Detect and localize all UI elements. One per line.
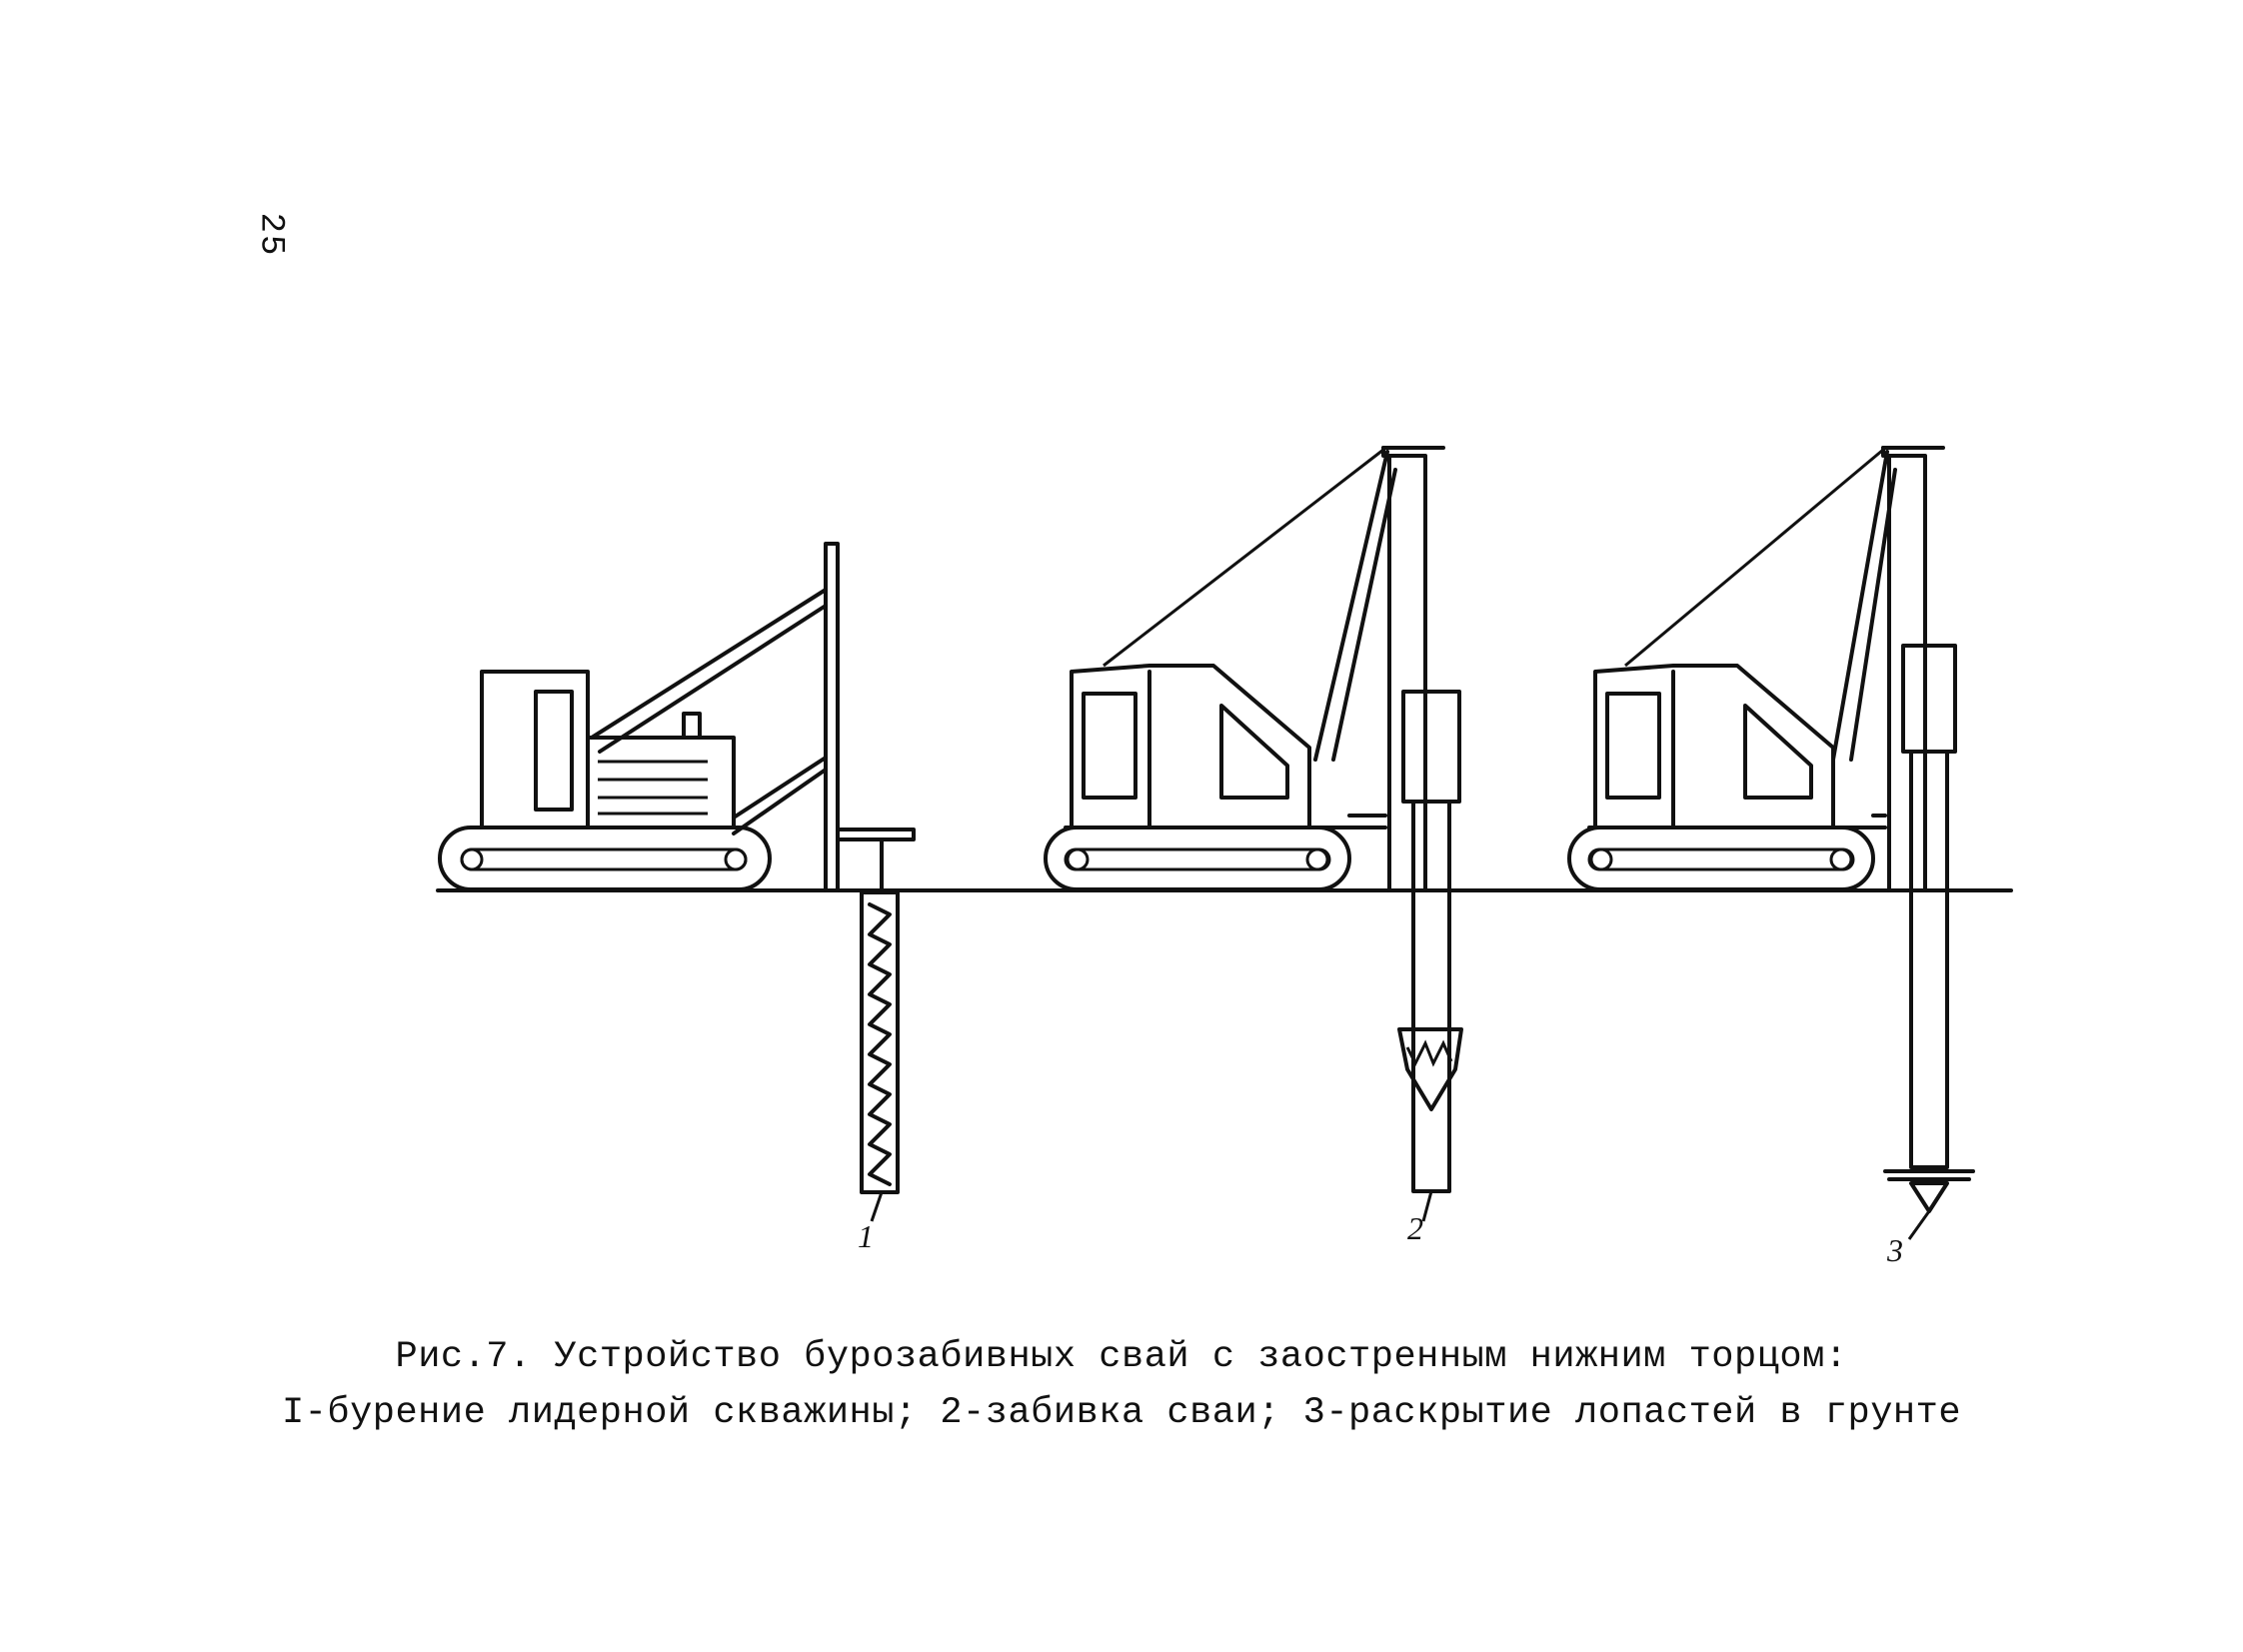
label-1: 1	[858, 1218, 874, 1254]
auger-flight	[870, 904, 890, 1184]
machine-1-wheel-left	[462, 849, 482, 869]
caption-line-2: I-бурение лидерной скважины; 2-забивка сваи; 3-раскрытие лопастей в грунте	[281, 1392, 1962, 1434]
caption-line-1: Рис.7. Устройство бурозабивных свай с заостренным нижним торцом:	[395, 1336, 1848, 1378]
machine-3-pile	[1911, 752, 1947, 1167]
machine-3-window-front	[1607, 694, 1659, 798]
pile-tip-closed	[1399, 1029, 1461, 1109]
machine-2-window-front	[1084, 694, 1135, 798]
machine-1-exhaust	[684, 714, 700, 738]
machine-3-hammer	[1903, 646, 1955, 752]
machine-3-pile-driver	[1569, 448, 1973, 1268]
machine-1-track-inner	[462, 849, 746, 869]
machine-2-cab	[1072, 666, 1309, 827]
machine-3-mast	[1889, 456, 1925, 890]
machine-2-hammer	[1403, 692, 1459, 802]
machine-3-cab	[1595, 666, 1833, 827]
machine-1-track	[440, 827, 770, 889]
figure-caption	[0, 1329, 2243, 1441]
machine-1-drilling-rig	[440, 544, 914, 1254]
page-number: 25	[251, 212, 290, 258]
machine-2-track	[1046, 827, 1349, 889]
machine-1-wheel-right	[726, 849, 746, 869]
machine-1-platform	[838, 829, 914, 839]
label-2: 2	[1407, 1210, 1423, 1246]
machine-2-mast	[1389, 456, 1425, 890]
machine-1-cab-window	[536, 692, 572, 810]
label-3: 3	[1887, 1232, 1903, 1268]
machine-2-pile-driver	[1046, 448, 1461, 1246]
machine-3-track	[1569, 827, 1873, 889]
machine-2-pile	[1413, 802, 1449, 1191]
